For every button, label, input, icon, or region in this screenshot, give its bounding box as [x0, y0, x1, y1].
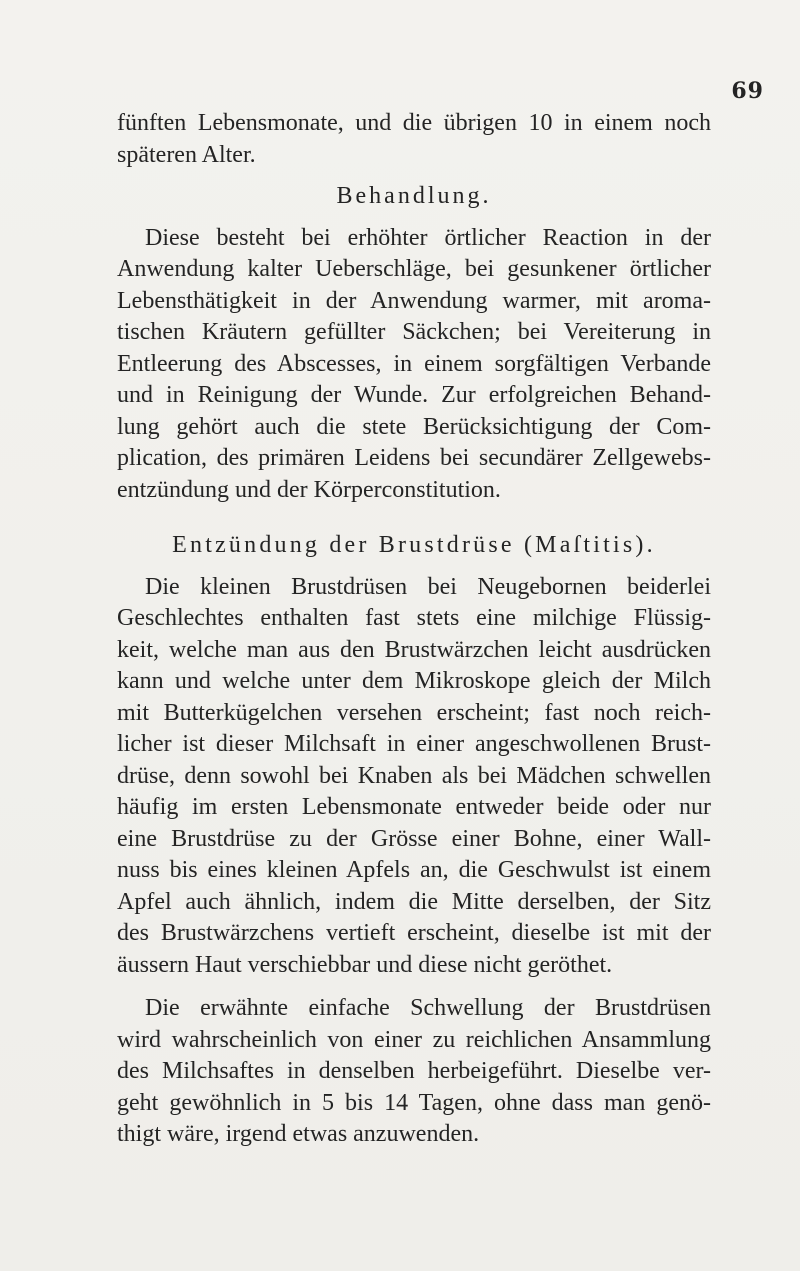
text-line: Die kleinen Brustdrüsen bei Neugebornen beiderlei — [145, 573, 711, 600]
text-line: äussern Haut verschiebbar und diese nicht geröthet. — [117, 951, 613, 978]
section-paragraph-2 — [117, 993, 711, 1151]
text-line: licher ist dieser Milchsaft in einer angeschwollenen Brust- — [117, 731, 711, 757]
section-paragraph-1 — [117, 572, 711, 982]
section-heading: Entzündung der Brustdrüse (Maſtitis). — [172, 532, 656, 558]
paragraph-gap — [117, 981, 711, 993]
text-line: lung gehört auch die stete Berücksichtigung der Com- — [117, 413, 711, 440]
text-line: Die erwähnte einfache Schwellung der Brustdrüsen — [145, 995, 711, 1021]
text-line: geht gewöhnlich in 5 bis 14 Tagen, ohne dass man genö- — [117, 1089, 711, 1116]
text-line: plication, des primären Leidens bei secundärer Zellgewebs- — [117, 445, 711, 471]
intro-paragraph — [117, 108, 711, 171]
text-line: wird wahrscheinlich von einer zu reichlichen Ansammlung — [117, 1026, 711, 1053]
treatment-paragraph — [117, 223, 711, 507]
text-line: thigt wäre, irgend etwas anzuwenden. — [117, 1121, 480, 1147]
text-line: späteren Alter. — [117, 141, 256, 168]
text-line: drüse, denn sowohl bei Knaben als bei Mädchen schwellen — [117, 762, 711, 789]
text-line: Geschlechtes enthalten fast stets eine milchige Flüssig- — [117, 605, 711, 631]
text-line: kann und welche unter dem Mikroskope gleich der Milch — [117, 668, 711, 694]
text-line: Diese besteht bei erhöhter örtlicher Reaction in der — [145, 224, 711, 251]
text-line: Anwendung kalter Ueberschläge, bei gesunkener örtlicher — [117, 256, 711, 282]
text-line: fünften Lebensmonate, und die übrigen 10 in einem noch — [117, 110, 711, 136]
text-line: Apfel auch ähnlich, indem die Mitte derselben, der Sitz — [117, 888, 711, 915]
text-line: Entleerung des Abscesses, in einem sorgfältigen Verbande — [117, 350, 711, 377]
body-text — [117, 108, 711, 1151]
text-line: mit Butterkügelchen versehen erscheint; fast noch reich- — [117, 699, 711, 726]
treatment-heading: Behandlung. — [336, 183, 492, 209]
text-line: häufig im ersten Lebensmonate entweder beide oder nur — [117, 794, 711, 820]
text-line: des Brustwärzchens vertieft erscheint, dieselbe ist mit der — [117, 920, 711, 946]
text-line: eine Brustdrüse zu der Grösse einer Bohne, einer Wall- — [117, 825, 711, 852]
text-line: keit, welche man aus den Brustwärzchen leicht ausdrücken — [117, 636, 711, 663]
text-line: und in Reinigung der Wunde. Zur erfolgreichen Behand- — [117, 382, 711, 408]
page-number: 69 — [731, 78, 764, 104]
text-line: Lebensthätigkeit in der Anwendung warmer, mit aroma- — [117, 287, 711, 314]
text-line: tischen Kräutern gefüllter Säckchen; bei Vereiterung in — [117, 319, 711, 345]
text-line: nuss bis eines kleinen Apfels an, die Geschwulst ist einem — [117, 857, 711, 883]
text-line: entzündung und der Körperconstitution. — [117, 476, 501, 503]
text-line: des Milchsaftes in denselben herbeigeführt. Dieselbe ver- — [117, 1058, 711, 1084]
